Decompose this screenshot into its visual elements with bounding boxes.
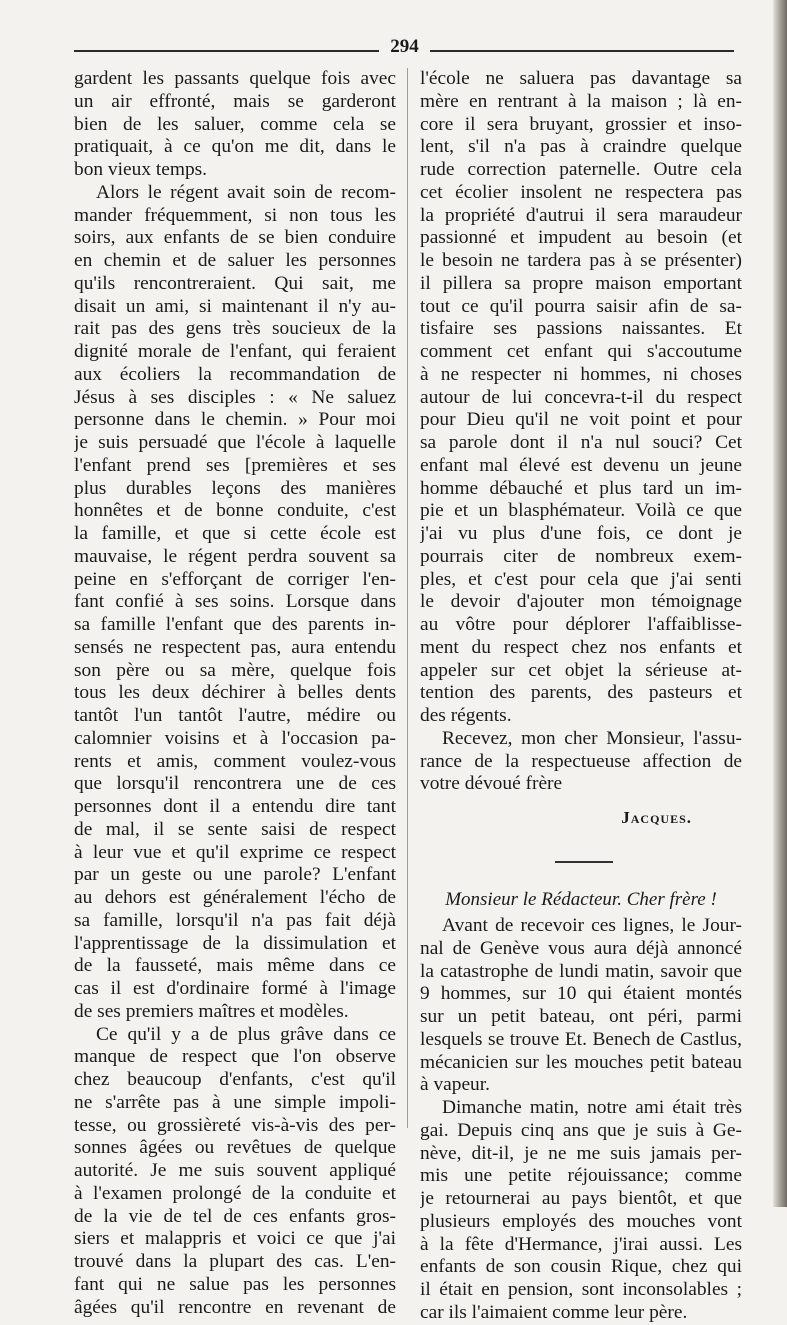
text-line: votre dévoué frère (420, 773, 563, 795)
text-line: l'école ne saluera pas davantage sa (420, 68, 742, 89)
text-line: rude correction paternelle. Outre cela (420, 159, 742, 180)
text-line: de la fausseté, mais même dans ce (74, 955, 396, 977)
text-line: enfants de son cousin Rique, chez qui (420, 1256, 742, 1278)
text-line: plus durables leçons des manières (74, 477, 396, 499)
text-line: tout ce qu'il pourra saisir afin de sa- (420, 295, 742, 317)
text-line: personnes dont il a entendu dire tant (74, 796, 396, 817)
text-line: soirs, aux enfants de se bien conduire (74, 227, 396, 249)
text-line: par un geste ou une parole? L'enfant (74, 864, 396, 886)
text-line: chez beaucoup d'enfants, c'est qu'il (74, 1069, 396, 1090)
text-line: autorité. Je me suis souvent appliqué (74, 1160, 396, 1181)
text-line: cet écolier insolent ne respectera pas (420, 181, 742, 203)
text-line: Dimanche matin, notre ami était très (442, 1097, 742, 1118)
text-line: gai. Depuis cinq ans que je suis à Ge- (420, 1119, 742, 1141)
text-line: il pillera sa propre maison emportant (420, 272, 742, 294)
text-line: calomnier voisins et à l'occasion pa- (74, 727, 396, 749)
text-line: comment cet enfant qui s'accoutume (420, 341, 742, 362)
text-line: ne s'arrête pas à une simple impoli- (74, 1091, 396, 1113)
text-line: sa parole dont il n'a nul souci? Cet (420, 432, 742, 453)
text-line: cas il est d'ordinaire formé à l'image (74, 978, 396, 999)
text-line: dignité morale de l'enfant, qui feraient (74, 341, 396, 362)
text-line: de la vie de tel de ces enfants gros- (74, 1205, 396, 1227)
text-line: enfant mal élevé est devenu un jeune (420, 454, 742, 476)
text-line: mère en rentrant à la maison ; là en- (420, 90, 742, 112)
book-spine-shadow (773, 0, 787, 1207)
letter-text (420, 68, 742, 796)
text-line: core il sera bruyant, grossier et inso- (420, 113, 742, 135)
text-line: Recevez, mon cher Monsieur, l'assu- (442, 727, 742, 749)
text-line: fant confié à ses soins. Lorsque dans (74, 591, 396, 613)
text-line: à vapeur. (420, 1074, 490, 1096)
text-line: plusieurs employés des mouches vont (420, 1210, 742, 1232)
text-line: à l'examen prolongé de la conduite et (74, 1182, 396, 1204)
page-header (74, 36, 734, 60)
text-line: tention des parents, des pasteurs et (420, 682, 742, 704)
text-line: des régents. (420, 705, 512, 726)
text-line: tesse, ou grossièreté vis-à-vis des per- (74, 1114, 396, 1136)
text-line: honnêtes et de bonne conduite, c'est (74, 500, 396, 522)
salutation: Monsieur le Rédacteur. Cher frère ! (445, 889, 717, 910)
text-line: personne dans le chemin. » Pour moi (74, 409, 396, 431)
text-line: homme débauché et plus tard un im- (420, 477, 742, 499)
text-line: pourrais citer de nombreux exem- (420, 545, 742, 567)
text-line: le devoir d'ajouter mon témoignage (420, 591, 742, 613)
article-text (420, 915, 742, 1325)
column-divider (407, 68, 408, 1128)
text-line: sa famille l'enfant que des parents in- (74, 614, 396, 635)
text-line: ment du respect chez nos enfants et (420, 636, 742, 658)
text-line: appeler sur cet objet la sérieuse at- (420, 659, 742, 681)
header-rule-left (74, 50, 379, 52)
text-line: fant qui ne salue pas les personnes (74, 1273, 396, 1295)
text-line: trouvé dans la plupart des cas. L'en- (74, 1251, 396, 1272)
text-line: pratiquait, à ce qu'on me dit, dans le (74, 136, 396, 158)
text-line: ples, et c'est pour cela que j'ai senti (420, 568, 742, 590)
text-line: de mal, il se sente saisi de respect (74, 818, 396, 840)
text-line: à la fête d'Hermance, j'irai aussi. Les (420, 1233, 742, 1255)
text-line: en chemin et de saluer les personnes (74, 250, 396, 271)
text-line: siers et malappris et voici ce que j'ai (74, 1228, 396, 1250)
text-line: que lorsqu'il rencontrera une de ces (74, 773, 396, 795)
text-line: tantôt l'un tantôt l'autre, médire ou (74, 705, 396, 726)
text-line: tous les deux déchirer à belles dents (74, 682, 396, 704)
text-line: sonnes âgées ou revêtues de quelque (74, 1137, 396, 1159)
text-line: Avant de recevoir ces lignes, le Jour- (442, 915, 742, 936)
text-line: pie et un blasphémateur. Voilà ce que (420, 500, 742, 522)
text-line: l'apprentissage de la dissimulation et (74, 932, 396, 954)
text-line: Alors le régent avait soin de recom- (96, 181, 396, 203)
text-line: nal de Genève vous aura déjà annoncé (420, 937, 742, 959)
text-line: manque de respect que l'on observe (74, 1046, 396, 1068)
text-line: Jésus à ses disciples : « Ne saluez (74, 386, 396, 408)
text-line: nève, dit-il, je ne me suis jamais per- (420, 1142, 742, 1164)
text-line: peine en s'efforçant de corriger l'en- (74, 568, 396, 590)
text-line: j'ai vu plus d'une fois, ce dont je (420, 523, 742, 544)
text-line: sensés ne respectent pas, aura entendu (74, 636, 396, 658)
text-line: bon vieux temps. (74, 159, 208, 180)
text-line: au dehors est généralement l'écho de (74, 887, 396, 908)
text-line: l'enfant prend ses [premières et ses (74, 454, 396, 476)
text-line: rait pas des gens très soucieux de la (74, 318, 396, 340)
text-line: passionné et impudent au besoin (et (420, 227, 742, 249)
text-line: je retournerai au pays bientôt, et que (420, 1188, 742, 1209)
text-line: un air effronté, mais se garderont (74, 90, 396, 112)
text-line: il était en pension, sont inconsolables ; (420, 1279, 742, 1300)
text-line: âgées qu'il rencontre en revenant de (74, 1296, 396, 1318)
right-column (420, 68, 742, 1325)
left-column (74, 68, 396, 1319)
text-line: mauvaise, le régent perdra souvent sa (74, 545, 396, 567)
text-line: aux écoliers la recommandation de (74, 363, 396, 385)
text-line: la catastrophe de lundi matin, savoir que (420, 960, 742, 982)
text-line: rents et amis, comment voulez-vous (74, 750, 396, 772)
text-line: son père ou sa mère, quelque fois (74, 659, 396, 681)
text-line: rance de la respectueuse affection de (420, 750, 742, 772)
text-line: mander fréquemment, si non tous les (74, 204, 396, 226)
text-line: mécanicien sur les mouches petit bateau (420, 1051, 742, 1073)
text-line: la propriété d'autrui il sera maraudeur (420, 204, 742, 226)
text-line: à ne respecter ni hommes, ni choses (420, 363, 742, 385)
text-line: sur un petit bateau, ont péri, parmi (420, 1006, 742, 1027)
text-line: tisfaire ses passions naissantes. Et (420, 318, 742, 340)
text-line: sa famille, lorsqu'il n'a pas fait déjà (74, 909, 396, 931)
text-line: le besoin ne tardera pas à se présenter) (420, 250, 742, 271)
header-rule-right (430, 50, 734, 52)
text-line: pour Dieu qu'il ne voit point et pour (420, 409, 742, 431)
text-line: 9 hommes, sur 10 qui étaient montés (420, 983, 742, 1005)
text-line: car ils l'aimaient comme leur père. (420, 1301, 688, 1323)
text-line: lent, s'il n'a pas à craindre quelque (420, 136, 742, 158)
page-number: 294 (390, 36, 419, 57)
text-line: disait un ami, si maintenant il n'y au- (74, 295, 396, 317)
text-line: je suis persuadé que l'école à laquelle (74, 432, 396, 453)
section-separator (420, 841, 742, 885)
text-line: de ses premiers maîtres et modèles. (74, 1000, 349, 1022)
text-line: au vôtre pour déplorer l'affaiblisse- (420, 614, 742, 635)
text-line: bien de les saluer, comme cela se (74, 113, 396, 135)
signature: Jacques. (621, 808, 692, 827)
text-line: gardent les passants quelque fois avec (74, 68, 396, 89)
text-line: Ce qu'il y a de plus grâve dans ce (96, 1023, 396, 1045)
text-line: autour de lui concevra-t-il du respect (420, 386, 742, 408)
text-line: à leur vue et qu'il exprime ce respect (74, 841, 396, 863)
text-line: qu'ils rencontreraient. Qui sait, me (74, 272, 396, 294)
text-line: mis une petite réjouissance; comme (420, 1165, 742, 1187)
text-line: lesquels se trouve Et. Benech de Castlus, (420, 1028, 742, 1050)
text-line: la famille, et que si cette école est (74, 523, 396, 544)
